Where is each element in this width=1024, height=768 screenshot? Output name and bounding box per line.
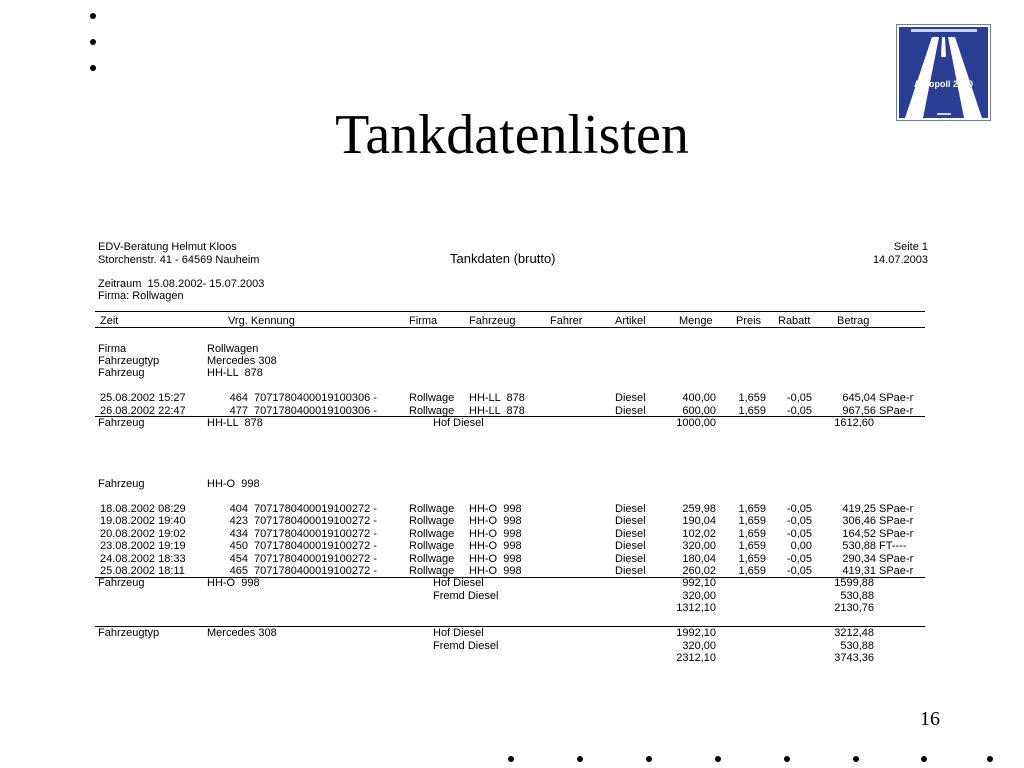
block2-fahrzeug-value: HH-O 998 bbox=[207, 478, 260, 490]
bullet-dot bbox=[646, 756, 652, 762]
cell-artikel: Diesel bbox=[615, 552, 646, 565]
column-header-betrag: Betrag bbox=[837, 315, 870, 327]
bullet-dot bbox=[987, 756, 993, 762]
cell-fahrzeug: HH-O 998 bbox=[469, 527, 522, 540]
cell-betrag: 290,34 bbox=[842, 552, 876, 565]
cell-rabatt: -0,05 bbox=[786, 392, 812, 404]
cell-vrg: 423 bbox=[229, 515, 248, 528]
cell-zeit: 18.08.2002 08:29 bbox=[100, 503, 186, 515]
cell-preis: 1,659 bbox=[738, 565, 766, 577]
total-menge: 992,10 bbox=[682, 577, 716, 589]
cell-kennung: 7071780400019100272 - bbox=[254, 515, 377, 528]
cell-vrg: 434 bbox=[229, 527, 248, 540]
company-address: Storchenstr. 41 - 64569 Nauheim bbox=[98, 254, 260, 266]
cell-firma: Rollwage bbox=[409, 552, 455, 565]
group-typ-value: Mercedes 308 bbox=[207, 355, 277, 367]
bullet-dot bbox=[90, 65, 96, 71]
total-betrag: 2130,76 bbox=[834, 602, 874, 614]
cell-kennung: 7071780400019100306 - bbox=[254, 392, 377, 404]
cell-suffix: SPae-r bbox=[879, 503, 914, 515]
cell-fahrzeug: HH-LL 878 bbox=[469, 392, 525, 404]
cell-betrag: 967,56 bbox=[842, 404, 876, 417]
page-number: 16 bbox=[920, 708, 940, 730]
cell-artikel: Diesel bbox=[615, 515, 646, 528]
company-name: EDV-Beratung Helmut Kloos bbox=[98, 241, 237, 253]
cell-kennung: 7071780400019100306 - bbox=[254, 404, 377, 417]
cell-preis: 1,659 bbox=[738, 540, 766, 553]
cell-suffix: SPae-r bbox=[879, 404, 914, 417]
cell-firma: Rollwage bbox=[409, 404, 455, 417]
column-header-artikel: Artikel bbox=[615, 315, 646, 327]
bullet-dot bbox=[90, 39, 96, 45]
slide-title: Tankdatenlisten bbox=[335, 104, 689, 166]
type-total-value: Mercedes 308 bbox=[207, 627, 277, 639]
group-fahrzeug-value: HH-LL 878 bbox=[207, 367, 263, 379]
cell-firma: Rollwage bbox=[409, 392, 455, 404]
cell-vrg: 477 bbox=[229, 404, 248, 417]
block2-total-label: Fahrzeug bbox=[98, 577, 145, 589]
bullet-dot bbox=[508, 756, 514, 762]
cell-menge: 180,04 bbox=[682, 552, 716, 565]
total-menge: 2312,10 bbox=[676, 652, 716, 664]
cell-zeit: 19.08.2002 19:40 bbox=[100, 515, 186, 528]
total-kind: Hof Diesel bbox=[433, 577, 484, 589]
cell-artikel: Diesel bbox=[615, 565, 646, 577]
cell-menge: 260,02 bbox=[682, 565, 716, 577]
cell-preis: 1,659 bbox=[738, 515, 766, 528]
cell-menge: 600,00 bbox=[682, 404, 716, 417]
bullet-dot bbox=[853, 756, 859, 762]
bullet-dot bbox=[90, 13, 96, 19]
group-typ-label: Fahrzeugtyp bbox=[98, 355, 160, 367]
cell-vrg: 464 bbox=[229, 392, 248, 404]
logo-text: Autopoll 2000 bbox=[913, 79, 973, 89]
block2-total-value: HH-O 998 bbox=[207, 577, 260, 589]
cell-zeit: 25.08.2002 15:27 bbox=[100, 392, 186, 404]
cell-preis: 1,659 bbox=[738, 404, 766, 417]
total-kind: Fremd Diesel bbox=[433, 639, 499, 652]
cell-preis: 1,659 bbox=[738, 503, 766, 515]
cell-suffix: SPae-r bbox=[879, 392, 914, 404]
cell-firma: Rollwage bbox=[409, 540, 455, 553]
cell-rabatt: -0,05 bbox=[786, 503, 812, 515]
type-total-label: Fahrzeugtyp bbox=[98, 627, 160, 639]
block1-total-label: Fahrzeug bbox=[98, 417, 145, 429]
cell-vrg: 454 bbox=[229, 552, 248, 565]
group-firma-value: Rollwagen bbox=[207, 343, 259, 355]
cell-menge: 400,00 bbox=[682, 392, 716, 404]
cell-menge: 259,98 bbox=[682, 503, 716, 515]
cell-fahrzeug: HH-O 998 bbox=[469, 565, 522, 577]
bullet-dot bbox=[577, 756, 583, 762]
cell-artikel: Diesel bbox=[615, 404, 646, 417]
cell-firma: Rollwage bbox=[409, 527, 455, 540]
column-header-zeit: Zeit bbox=[100, 315, 119, 327]
report-period: Zeitraum 15.08.2002- 15.07.2003 bbox=[98, 278, 265, 290]
cell-artikel: Diesel bbox=[615, 527, 646, 540]
cell-fahrzeug: HH-O 998 bbox=[469, 552, 522, 565]
cell-preis: 1,659 bbox=[738, 392, 766, 404]
column-header-firma: Firma bbox=[409, 315, 438, 327]
total-betrag: 530,88 bbox=[840, 639, 874, 652]
cell-suffix: FT---- bbox=[879, 540, 907, 553]
block1-total-betrag: 1612,60 bbox=[834, 417, 874, 429]
cell-firma: Rollwage bbox=[409, 503, 455, 515]
report-page: Seite 1 bbox=[893, 241, 928, 253]
cell-rabatt: -0,05 bbox=[786, 552, 812, 565]
total-betrag: 1599,88 bbox=[834, 577, 874, 589]
total-menge: 1992,10 bbox=[676, 627, 716, 639]
report-date: 14.07.2003 bbox=[872, 254, 928, 266]
report-firm-filter: Firma: Rollwagen bbox=[98, 290, 184, 302]
cell-fahrzeug: HH-O 998 bbox=[469, 515, 522, 528]
header-rule-bottom bbox=[95, 327, 925, 328]
cell-rabatt: 0,00 bbox=[790, 540, 812, 553]
bullet-dot bbox=[715, 756, 721, 762]
block1-total-kind: Hof Diesel bbox=[433, 417, 484, 429]
cell-fahrzeug: HH-LL 878 bbox=[469, 404, 525, 417]
column-header-rabatt: Rabatt bbox=[778, 315, 811, 327]
bullet-dot bbox=[921, 756, 927, 762]
column-header-preis: Preis bbox=[736, 315, 762, 327]
block2-fahrzeug-label: Fahrzeug bbox=[98, 478, 145, 490]
cell-vrg: 465 bbox=[229, 565, 248, 577]
cell-suffix: SPae-r bbox=[879, 527, 914, 540]
total-menge: 320,00 bbox=[682, 639, 716, 652]
group-firma-label: Firma bbox=[98, 343, 127, 355]
total-betrag: 530,88 bbox=[840, 589, 874, 602]
cell-suffix: SPae-r bbox=[879, 552, 914, 565]
cell-zeit: 24.08.2002 18:33 bbox=[100, 552, 186, 565]
cell-zeit: 26.08.2002 22:47 bbox=[100, 404, 186, 417]
cell-kennung: 7071780400019100272 - bbox=[254, 503, 377, 515]
report-title: Tankdaten (brutto) bbox=[450, 251, 556, 266]
cell-fahrzeug: HH-O 998 bbox=[469, 503, 522, 515]
cell-menge: 320,00 bbox=[682, 540, 716, 553]
cell-vrg: 450 bbox=[229, 540, 248, 553]
cell-zeit: 20.08.2002 19:02 bbox=[100, 527, 186, 540]
cell-artikel: Diesel bbox=[615, 503, 646, 515]
column-header-fahrzeug: Fahrzeug bbox=[469, 315, 516, 327]
cell-preis: 1,659 bbox=[738, 552, 766, 565]
cell-zeit: 25.08.2002 18:11 bbox=[100, 565, 185, 577]
bullet-dot bbox=[784, 756, 790, 762]
total-menge: 320,00 bbox=[682, 589, 716, 602]
total-menge: 1312,10 bbox=[676, 602, 716, 614]
cell-artikel: Diesel bbox=[615, 540, 646, 553]
cell-betrag: 164,52 bbox=[842, 527, 876, 540]
cell-artikel: Diesel bbox=[615, 392, 646, 404]
cell-betrag: 419,31 bbox=[842, 565, 876, 577]
column-header-kennung: Vrg. Kennung bbox=[228, 315, 295, 327]
total-betrag: 3212,48 bbox=[834, 627, 874, 639]
cell-vrg: 404 bbox=[229, 503, 248, 515]
cell-rabatt: -0,05 bbox=[786, 565, 812, 577]
cell-rabatt: -0,05 bbox=[786, 515, 812, 528]
cell-kennung: 7071780400019100272 - bbox=[254, 540, 377, 553]
cell-rabatt: -0,05 bbox=[786, 404, 812, 417]
column-header-fahrer: Fahrer bbox=[550, 315, 583, 327]
block1-total-value: HH-LL 878 bbox=[207, 417, 263, 429]
total-betrag: 3743,36 bbox=[834, 652, 874, 664]
total-kind: Fremd Diesel bbox=[433, 589, 499, 602]
cell-menge: 102,02 bbox=[682, 527, 716, 540]
cell-betrag: 419,25 bbox=[842, 503, 876, 515]
cell-betrag: 645,04 bbox=[842, 392, 876, 404]
header-rule-top bbox=[95, 311, 925, 312]
group-fahrzeug-label: Fahrzeug bbox=[98, 367, 145, 379]
cell-firma: Rollwage bbox=[409, 515, 455, 528]
cell-menge: 190,04 bbox=[682, 515, 716, 528]
cell-suffix: SPae-r bbox=[879, 515, 914, 528]
cell-suffix: SPae-r bbox=[879, 565, 914, 577]
cell-betrag: 306,46 bbox=[842, 515, 876, 528]
cell-betrag: 530,88 bbox=[842, 540, 876, 553]
total-kind: Hof Diesel bbox=[433, 627, 484, 639]
cell-kennung: 7071780400019100272 - bbox=[254, 565, 377, 577]
cell-zeit: 23.08.2002 19:19 bbox=[100, 540, 186, 553]
column-header-menge: Menge bbox=[679, 315, 713, 327]
block1-total-menge: 1000,00 bbox=[676, 417, 716, 429]
cell-firma: Rollwage bbox=[409, 565, 455, 577]
cell-kennung: 7071780400019100272 - bbox=[254, 527, 377, 540]
cell-fahrzeug: HH-O 998 bbox=[469, 540, 522, 553]
cell-rabatt: -0,05 bbox=[786, 527, 812, 540]
cell-kennung: 7071780400019100272 - bbox=[254, 552, 377, 565]
cell-preis: 1,659 bbox=[738, 527, 766, 540]
